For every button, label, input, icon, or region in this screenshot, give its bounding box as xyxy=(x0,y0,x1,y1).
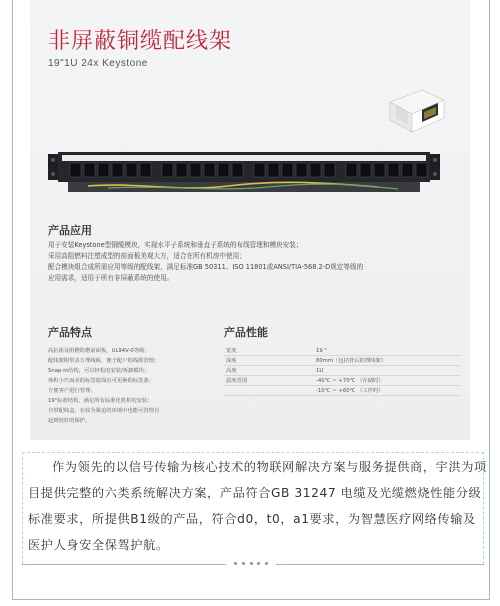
application-heading: 产品应用 xyxy=(48,224,92,237)
product-title: 非屏蔽铜缆配线架 xyxy=(48,29,233,54)
panel-port xyxy=(112,163,123,177)
performance-row xyxy=(224,346,460,356)
dot xyxy=(250,562,253,565)
dot xyxy=(234,562,237,565)
panel-port xyxy=(360,163,371,177)
panel-port xyxy=(162,163,173,177)
application-line: 应用需求，适用于所有非屏蔽系统的使用。 xyxy=(48,274,174,282)
performance-value: 80mm（包括背后的理线架） xyxy=(316,358,387,364)
panel-port xyxy=(296,163,307,177)
panel-port xyxy=(84,163,95,177)
product-datasheet-image xyxy=(30,0,470,440)
feature-item: 19"标准结构，满足所有标准化机柜的安装； xyxy=(48,398,153,404)
feature-item: 起到较好的保护。 xyxy=(48,418,91,424)
dot xyxy=(257,562,260,565)
performance-row xyxy=(224,356,460,366)
feature-item: Snap-in结构，可以轻松的安装/拆卸模块； xyxy=(48,368,150,374)
performance-key: 高度 xyxy=(226,368,237,374)
panel-port xyxy=(268,163,279,177)
application-line: 用于安装Keystone型铜缆模块，实现水平子系统和垂直子系统的布线管理和模块安装； xyxy=(48,241,303,249)
panel-port xyxy=(416,163,427,177)
panel-port xyxy=(310,163,321,177)
performance-key: 深度 xyxy=(226,358,237,364)
panel-port xyxy=(140,163,151,177)
footer-divider-right xyxy=(276,564,484,565)
application-line: 采用高阻燃料注塑成型的前面板美观大方，适合在所有机房中使用； xyxy=(48,252,246,260)
panel-port xyxy=(388,163,399,177)
panel-port xyxy=(324,163,335,177)
footer-divider-left xyxy=(22,564,226,565)
panel-port xyxy=(346,163,357,177)
panel-port xyxy=(282,163,293,177)
panel-port xyxy=(232,163,243,177)
performance-value: -10℃ ~ +60℃ （工作时） xyxy=(316,388,384,394)
performance-table xyxy=(224,346,460,396)
application-line: 配合模块组合成所需应用等级的配线架，满足标准GB 50311、ISO 11801或ANSI/TIA-568.2-D规定等级的 xyxy=(48,263,364,271)
panel-port xyxy=(204,163,215,177)
performance-value: 19 " xyxy=(316,348,327,354)
performance-heading: 产品性能 xyxy=(224,326,268,339)
product-subtitle: 19"1U 24x Keystone xyxy=(48,58,148,69)
panel-port xyxy=(374,163,385,177)
application-text xyxy=(48,240,458,284)
performance-value: -40℃ ~ +70℃ （存储时） xyxy=(316,378,384,384)
panel-port xyxy=(126,163,137,177)
feature-item: 方便客户进行管理； xyxy=(48,388,96,394)
panel-port xyxy=(190,163,201,177)
panel-port xyxy=(176,163,187,177)
performance-row xyxy=(224,376,460,386)
performance-key xyxy=(224,386,316,395)
feature-item: 自带配线盒，在较为紧迫的环境中也能可管理自 xyxy=(48,408,160,414)
performance-key: 温度范围 xyxy=(226,378,248,384)
panel-port xyxy=(402,163,413,177)
feature-item: 高抗阻及阻燃防燃前面板，UL94V-0等级； xyxy=(48,348,150,354)
performance-row xyxy=(224,386,460,396)
feature-item: 配线架附带盖方理线板，便于配户的线缆管理； xyxy=(48,358,160,364)
performance-key: 宽度 xyxy=(226,348,237,354)
features-list xyxy=(48,346,218,426)
features-heading: 产品特点 xyxy=(48,326,92,339)
footer-dots xyxy=(234,562,268,566)
panel-port xyxy=(218,163,229,177)
performance-row xyxy=(224,366,460,376)
panel-port xyxy=(254,163,265,177)
article-paragraph: 作为领先的以信号传输为核心技术的物联网解决方案与服务提供商，宇洪为项目提供完整的六类系统解决方案，产品符合GB 31247 电缆及光缆燃烧性能分级标准要求，所提供B1级的产品，符合d0，t0，a1要求，为智慧医疗网络传输及医护人身安全保驾护航。 xyxy=(28,460,487,552)
dot xyxy=(265,562,268,565)
feature-item: 体积小巧而美的标签窗面有可更换的标签条； xyxy=(48,378,154,384)
patch-panel-image xyxy=(48,146,440,196)
panel-port xyxy=(98,163,109,177)
dot xyxy=(242,562,245,565)
performance-value: 1U xyxy=(316,368,324,374)
panel-port xyxy=(70,163,81,177)
keystone-module-image xyxy=(382,80,452,138)
